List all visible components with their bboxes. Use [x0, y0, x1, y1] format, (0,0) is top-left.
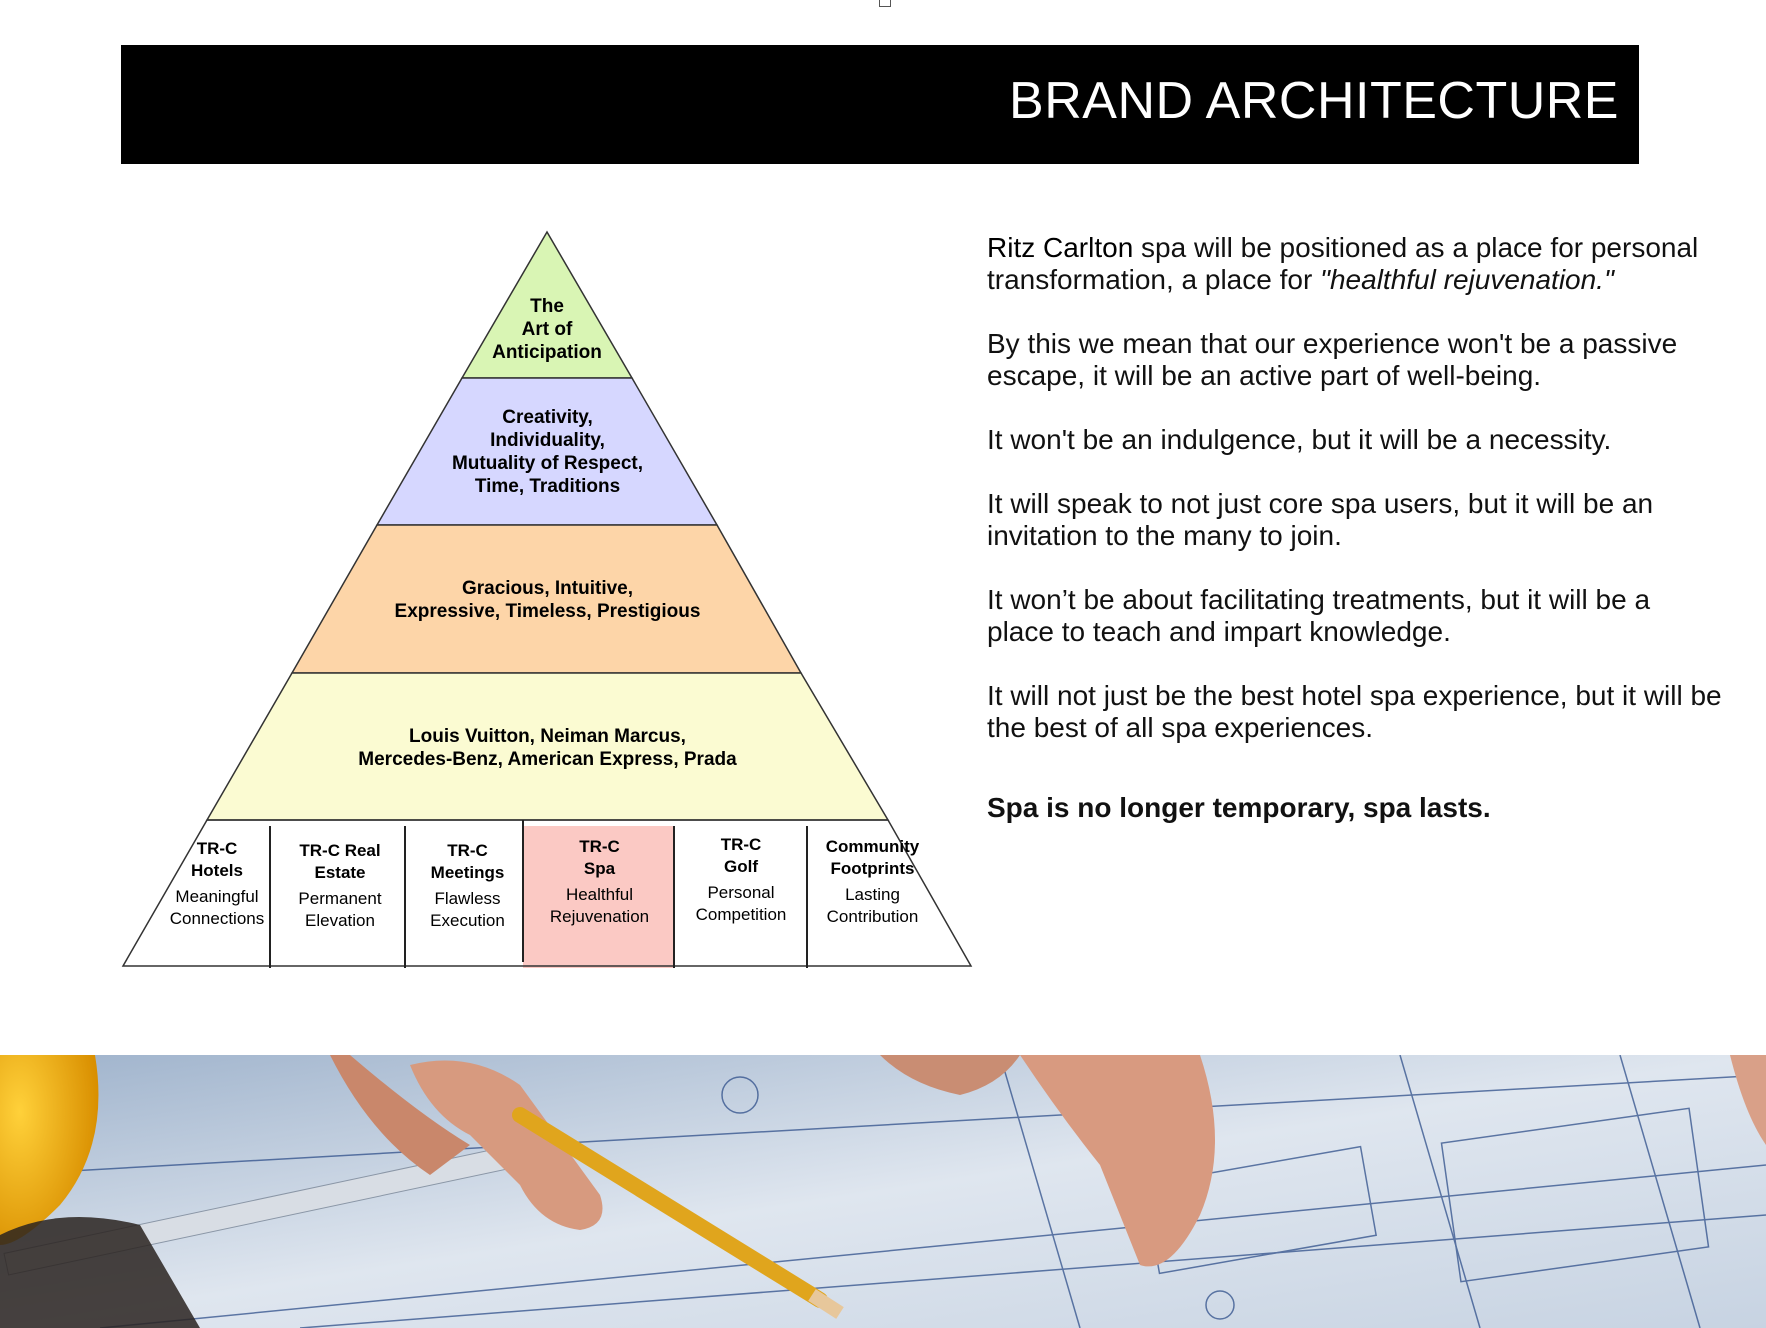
- tier-1-label: The Art of Anticipation: [492, 296, 602, 363]
- paragraph-4: It will speak to not just core spa users, but it will be an invitation to the many to join.: [987, 488, 1654, 551]
- base-cell-desc: Lasting Contribution: [826, 885, 919, 926]
- paragraph-6: It will not just be the best hotel spa experience, but it will be the best of all spa experiences.: [987, 680, 1722, 743]
- tier-4-label: Louis Vuitton, Neiman Marcus, Mercedes-Benz, American Express, Prada: [358, 726, 737, 770]
- paragraph-1-text: spa will be positioned as a place for personal transformation, a place for: [987, 232, 1699, 295]
- tier-3-label: Gracious, Intuitive, Expressive, Timeless, Prestigious: [394, 578, 701, 622]
- base-cell-meetings: [410, 840, 525, 932]
- page-title: BRAND ARCHITECTURE: [1009, 72, 1619, 130]
- paragraph-1: [987, 232, 1722, 296]
- base-cell-desc: Meaningful Connections: [169, 887, 265, 928]
- tier-2-label: Creativity, Individuality, Mutuality of Respect, Time, Traditions: [451, 407, 644, 497]
- base-cell-desc: Healthful Rejuvenation: [549, 885, 650, 926]
- base-cell-golf: [676, 834, 806, 926]
- tagline: Spa is no longer temporary, spa lasts.: [987, 792, 1491, 823]
- base-cell-name: TR-C Meetings: [430, 841, 505, 882]
- base-cell-desc: Flawless Execution: [430, 889, 505, 930]
- brand-name: Ritz Carlton: [987, 232, 1134, 263]
- blueprint-photo: [0, 1055, 1766, 1328]
- base-cell-real-estate: [275, 840, 405, 932]
- base-cell-name: TR-C Real Estate: [299, 841, 381, 882]
- base-cell-spa: [527, 836, 672, 928]
- base-cell-desc: Permanent Elevation: [298, 889, 382, 930]
- base-cell-community: [810, 836, 935, 928]
- paragraph-5: It won’t be about facilitating treatments, but it will be a place to teach and impart knowledge.: [987, 584, 1651, 647]
- positioning-copy: [987, 232, 1722, 856]
- base-cell-hotels: [162, 838, 272, 930]
- blueprint-illustration: [0, 1055, 1766, 1328]
- base-cell-desc: Personal Competition: [695, 883, 787, 924]
- paragraph-3: It won't be an indulgence, but it will be a necessity.: [987, 424, 1612, 455]
- base-cell-name: Community Footprints: [825, 837, 920, 878]
- base-cell-name: TR-C Spa: [579, 837, 620, 878]
- paragraph-2: By this we mean that our experience won't be a passive escape, it will be an active part of well-being.: [987, 328, 1678, 391]
- base-cell-name: TR-C Hotels: [191, 839, 243, 880]
- base-cell-name: TR-C Golf: [720, 835, 762, 876]
- paragraph-1-quote: "healthful rejuvenation.": [1320, 264, 1614, 295]
